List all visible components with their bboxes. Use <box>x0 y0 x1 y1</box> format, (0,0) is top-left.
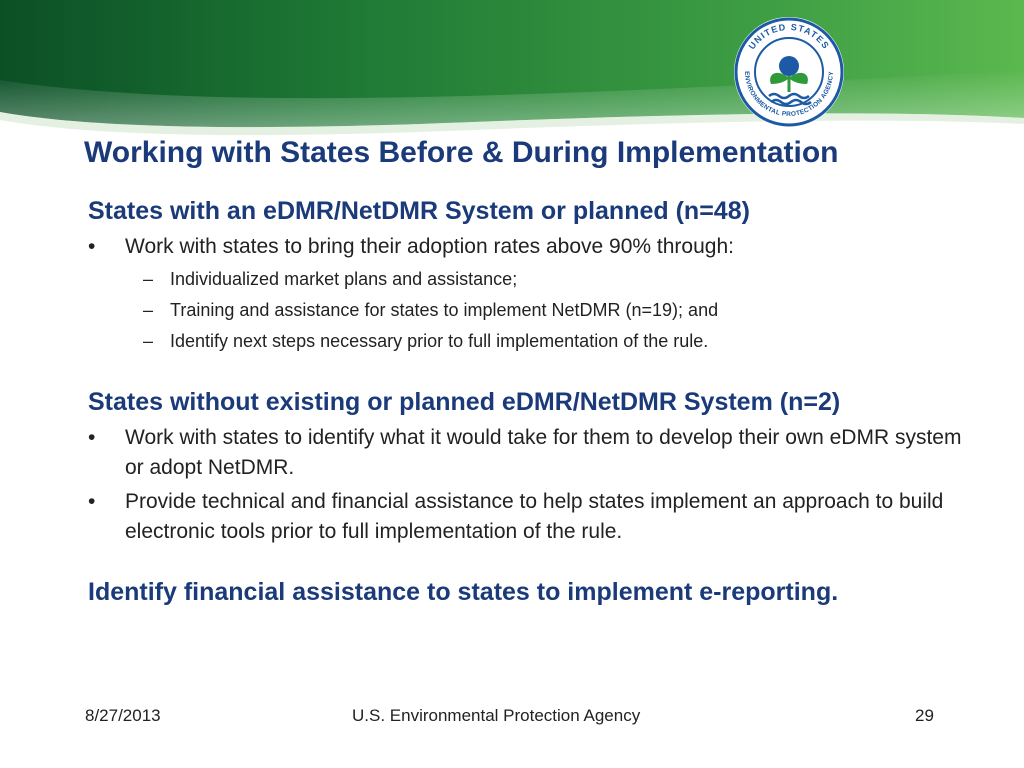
section-heading: States with an eDMR/NetDMR System or planned (n=48) <box>88 197 750 225</box>
footer-agency: U.S. Environmental Protection Agency <box>352 706 641 725</box>
spacer <box>88 355 968 385</box>
dash-icon: – <box>143 269 154 289</box>
bullet-item <box>88 232 968 262</box>
svg-text:ENVIRONMENTAL PROTECTION AGENC: ENVIRONMENTAL PROTECTION AGENCY <box>742 71 836 119</box>
sub-bullet-text: Training and assistance for states to implement NetDMR (n=19); and <box>170 300 719 320</box>
bullet-icon: • <box>88 426 96 449</box>
bullet-item <box>88 423 968 483</box>
epa-seal-icon <box>733 16 845 128</box>
page-number: 29 <box>915 706 934 725</box>
dash-icon: – <box>143 300 154 320</box>
spacer <box>88 547 968 575</box>
bullet-item <box>88 487 968 547</box>
section-heading: Identify financial assistance to states to implement e-reporting. <box>88 578 839 606</box>
svg-text:UNITED STATES: UNITED STATES <box>746 21 832 52</box>
bullet-icon: • <box>88 235 96 258</box>
slide-title: Working with States Before & During Implementation <box>84 136 839 169</box>
bullet-icon: • <box>88 490 96 513</box>
bullet-text: Work with states to identify what it would take for them to develop their own eDMR system or adopt NetDMR. <box>125 426 962 479</box>
sub-bullet-text: Individualized market plans and assistance; <box>170 269 518 289</box>
footer-date: 8/27/2013 <box>85 706 161 725</box>
sub-bullet-item <box>88 327 968 355</box>
sub-bullet-text: Identify next steps necessary prior to full implementation of the rule. <box>170 331 709 351</box>
dash-icon: – <box>143 331 154 351</box>
slide-content <box>88 194 968 609</box>
section-heading: States without existing or planned eDMR/NetDMR System (n=2) <box>88 388 841 416</box>
bullet-text: Work with states to bring their adoption rates above 90% through: <box>125 235 734 258</box>
sub-bullet-item <box>88 265 968 293</box>
bullet-text: Provide technical and financial assistance to help states implement an approach to build electronic tools prior to full implementation of the rule. <box>125 490 944 543</box>
sub-bullet-item <box>88 296 968 324</box>
